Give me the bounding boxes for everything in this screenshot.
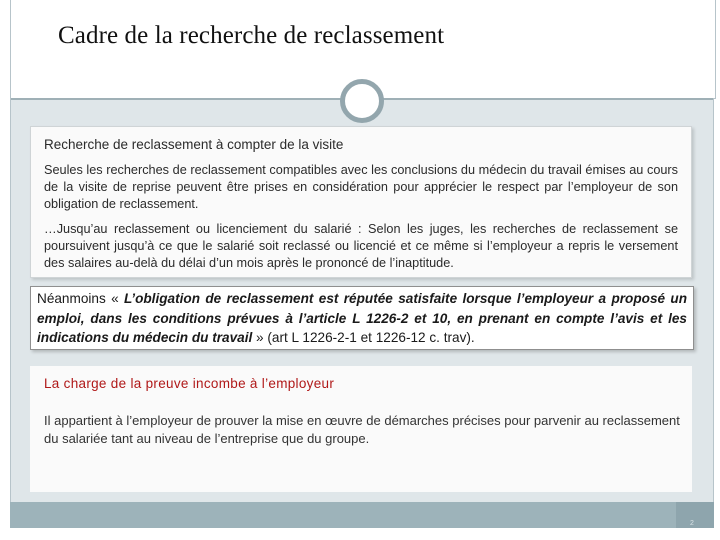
obligation-quote-paragraph: [31, 287, 693, 348]
burden-of-proof-title: La charge de la preuve incombe à l’employeur: [44, 376, 335, 391]
paragraph-compatible-searches: Seules les recherches de reclassement compatibles avec les conclusions du médecin du travail émises au cours de la visite de reprise peuvent être prises en considération pour apprécier le respect par l’employeur de son obligation de reclassement.: [44, 163, 678, 211]
box-heading: Recherche de reclassement à compter de la visite: [44, 137, 344, 152]
paragraph-until-reclassement: …Jusqu’au reclassement ou licenciement du salarié : Selon les juges, les recherches de reclassement se poursuivent jusqu’à ce que le salarié soit reclassé ou licencié et ce même si l’employeur a repris le versement des salaires au-delà du délai d’un mois après le prononcé de l’inaptitude.: [44, 222, 678, 270]
quote-suffix: » (art L 1226-2-1 et 1226-12 c. trav).: [252, 330, 475, 345]
frame-right-edge: [713, 98, 714, 528]
footer-bar-end: [676, 502, 714, 528]
obligation-quote-box: [30, 286, 694, 350]
slide-number: 2: [690, 520, 694, 527]
burden-of-proof-box: [30, 366, 692, 492]
burden-of-proof-paragraph: Il appartient à l’employeur de prouver la mise en œuvre de démarches précises pour parvenir au reclassement du salariée tant au niveau de l’entreprise que du groupe.: [44, 413, 680, 446]
page-title: Cadre de la recherche de reclassement: [58, 22, 445, 49]
quote-text: L’obligation de reclassement est réputée satisfaite lorsque l’employeur a proposé un emploi, dans les conditions prévues à l’article L 1226-2 et 10, en prenant en compte l’avis et les indications du médecin du travail: [37, 291, 688, 345]
quote-prefix: Néanmoins «: [37, 291, 124, 306]
frame-left-edge: [10, 98, 11, 528]
footer-bar: [10, 502, 714, 528]
circle-ornament-icon: [340, 79, 384, 123]
reclassement-search-box: [30, 126, 692, 278]
